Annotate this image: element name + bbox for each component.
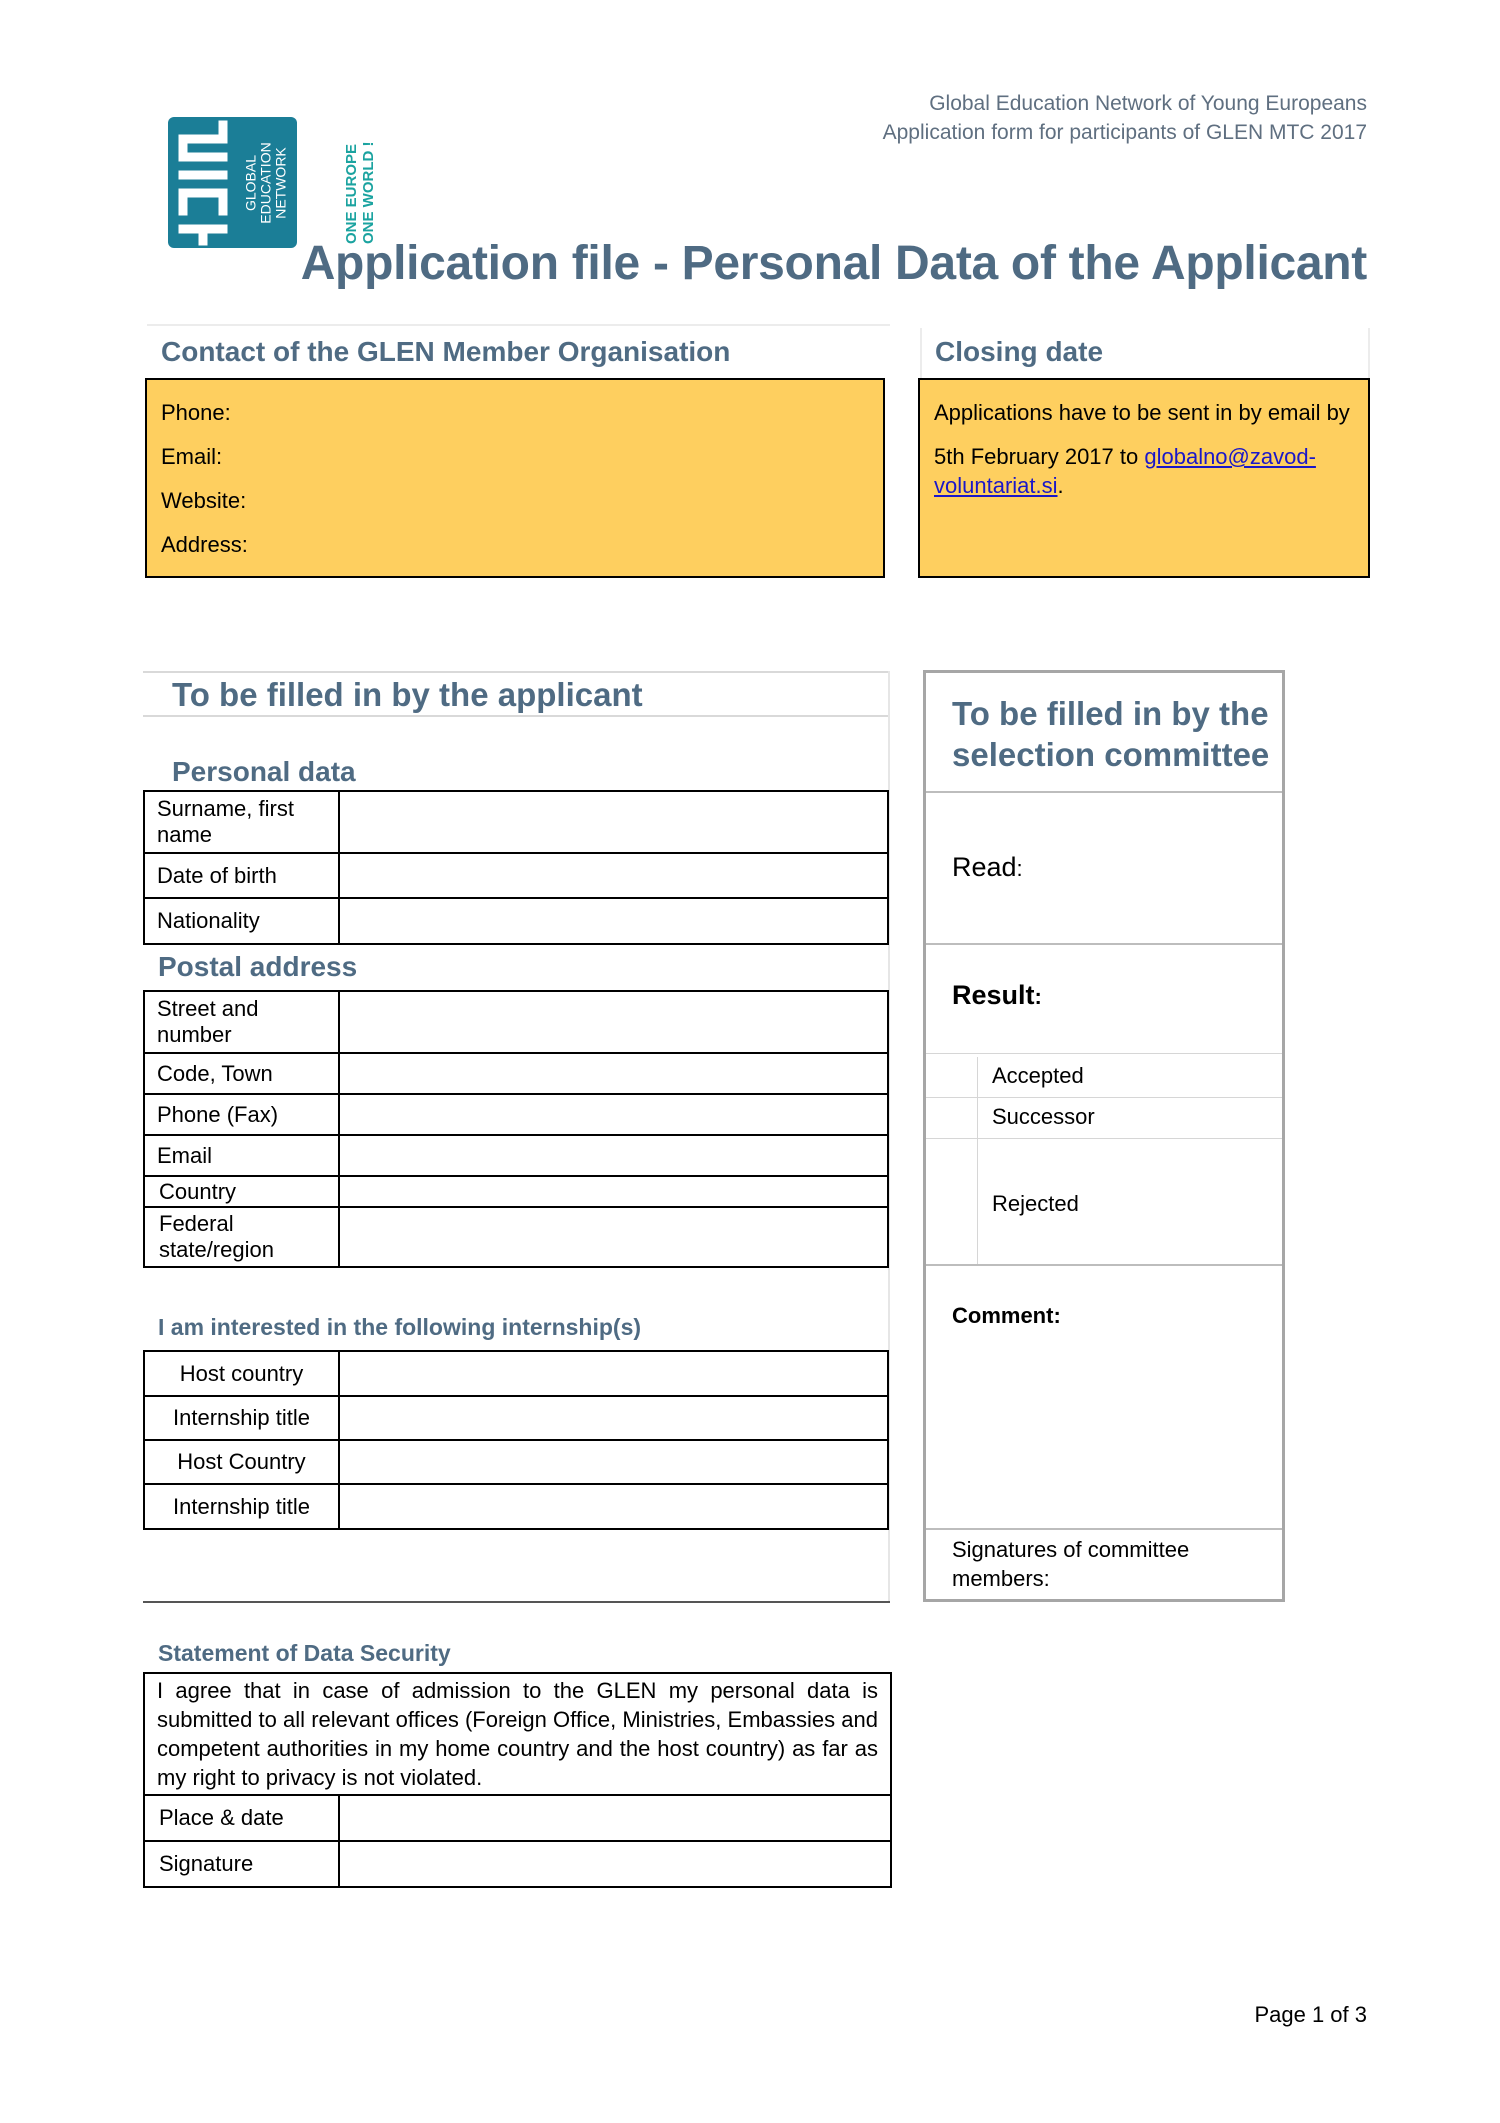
label-place-date: Place & date [144, 1795, 339, 1841]
label-internship-title-1: Internship title [144, 1396, 339, 1440]
logo-word-global: GLOBAL [242, 154, 259, 212]
closing-line3 [934, 473, 1064, 499]
signatures-line2: members: [952, 1566, 1050, 1591]
read-colon: : [1016, 856, 1023, 881]
label-signature: Signature [144, 1841, 339, 1887]
input-phone-fax[interactable] [339, 1094, 888, 1135]
label-host-country-2: Host Country [144, 1440, 339, 1484]
input-place-date[interactable] [339, 1795, 891, 1841]
option-accepted: Accepted [992, 1063, 1084, 1088]
label-phone-fax: Phone (Fax) [144, 1094, 339, 1135]
closing-email-link-cont[interactable]: voluntariat.si [934, 473, 1058, 498]
option-successor: Successor [992, 1104, 1095, 1129]
personal-data-table [143, 790, 889, 945]
label-street: Street and number [144, 991, 339, 1053]
label-country: Country [144, 1176, 339, 1207]
label-code-town: Code, Town [144, 1053, 339, 1094]
contact-website-label: Website: [161, 488, 247, 513]
input-internship-title-1[interactable] [339, 1396, 888, 1440]
label-email: Email [144, 1135, 339, 1176]
logo-word-education: EDUCATION [257, 142, 274, 224]
label-internship-title-2: Internship title [144, 1484, 339, 1529]
result-text: Result [952, 980, 1035, 1010]
personal-data-heading: Personal data [172, 756, 356, 787]
postal-address-heading: Postal address [158, 951, 358, 982]
input-nationality[interactable] [339, 898, 888, 944]
page-number: Page 1 of 3 [1254, 2002, 1367, 2027]
input-host-country-1[interactable] [339, 1351, 888, 1396]
glen-logo [168, 117, 297, 248]
contact-phone-label: Phone: [161, 400, 231, 425]
contact-heading: Contact of the GLEN Member Organisation [161, 336, 731, 367]
checkbox-accepted[interactable] [928, 1057, 976, 1095]
logo-word-network: NETWORK [272, 147, 289, 219]
checkbox-successor[interactable] [928, 1099, 976, 1137]
input-email[interactable] [339, 1135, 888, 1176]
committee-read-label [952, 853, 1023, 883]
result-colon: : [1034, 984, 1042, 1009]
label-host-country-1: Host country [144, 1351, 339, 1396]
option-rejected: Rejected [992, 1191, 1079, 1216]
closing-heading: Closing date [935, 336, 1104, 367]
input-country[interactable] [339, 1176, 888, 1207]
committee-box [923, 670, 1285, 1602]
page-title: Application file - Personal Data of the Applicant [300, 237, 1367, 290]
comment-area[interactable] [928, 1273, 1280, 1523]
input-signature[interactable] [339, 1841, 891, 1887]
contact-address-label: Address: [161, 532, 248, 557]
closing-line2 [934, 444, 1354, 470]
closing-box [918, 378, 1370, 578]
statement-text: I agree that in case of admission to the GLEN my personal data is submitted to all relevant offices (Foreign Office, Ministries, Embassies and competent authorities in my home country and the host country) as far as my right to privacy is not violated. [144, 1673, 891, 1795]
input-federal-state[interactable] [339, 1207, 888, 1267]
signatures-line1: Signatures of committee [952, 1537, 1190, 1562]
statement-table [143, 1672, 892, 1888]
closing-line1: Applications have to be sent in by email by [934, 400, 1350, 425]
input-code-town[interactable] [339, 1053, 888, 1094]
label-nationality: Nationality [144, 898, 339, 944]
internship-heading: I am interested in the following internship(s) [158, 1314, 642, 1340]
input-date-of-birth[interactable] [339, 853, 888, 898]
header-subtitle: Application form for participants of GLEN MTC 2017 [882, 121, 1367, 144]
contact-email-label: Email: [161, 444, 223, 469]
logo-slogan-europe: ONE EUROPE [343, 143, 360, 244]
committee-heading-line1: To be filled in by the [952, 695, 1269, 732]
logo-slogan-world: ONE WORLD ! [360, 141, 377, 244]
label-federal-state: Federal state/region [144, 1207, 339, 1267]
closing-period: . [1057, 473, 1064, 498]
label-surname: Surname, first name [144, 791, 339, 853]
contact-box [145, 378, 885, 578]
input-street[interactable] [339, 991, 888, 1053]
committee-signatures [952, 1535, 1189, 1593]
closing-date-text: 5th February 2017 to [934, 444, 1145, 469]
read-text: Read [952, 852, 1017, 882]
input-host-country-2[interactable] [339, 1440, 888, 1484]
input-surname[interactable] [339, 791, 888, 853]
checkbox-rejected[interactable] [928, 1140, 976, 1260]
statement-heading: Statement of Data Security [158, 1640, 451, 1666]
closing-email-link[interactable]: globalno@zavod- [1144, 444, 1316, 469]
committee-heading-line2: selection committee [952, 736, 1270, 773]
postal-address-table [143, 990, 889, 1268]
internship-table [143, 1350, 889, 1530]
committee-result-label [952, 981, 1042, 1011]
header-org-name: Global Education Network of Young Europeans [929, 92, 1367, 115]
label-date-of-birth: Date of birth [144, 853, 339, 898]
applicant-heading: To be filled in by the applicant [172, 676, 643, 713]
committee-comment-label: Comment: [952, 1303, 1061, 1328]
input-internship-title-2[interactable] [339, 1484, 888, 1529]
